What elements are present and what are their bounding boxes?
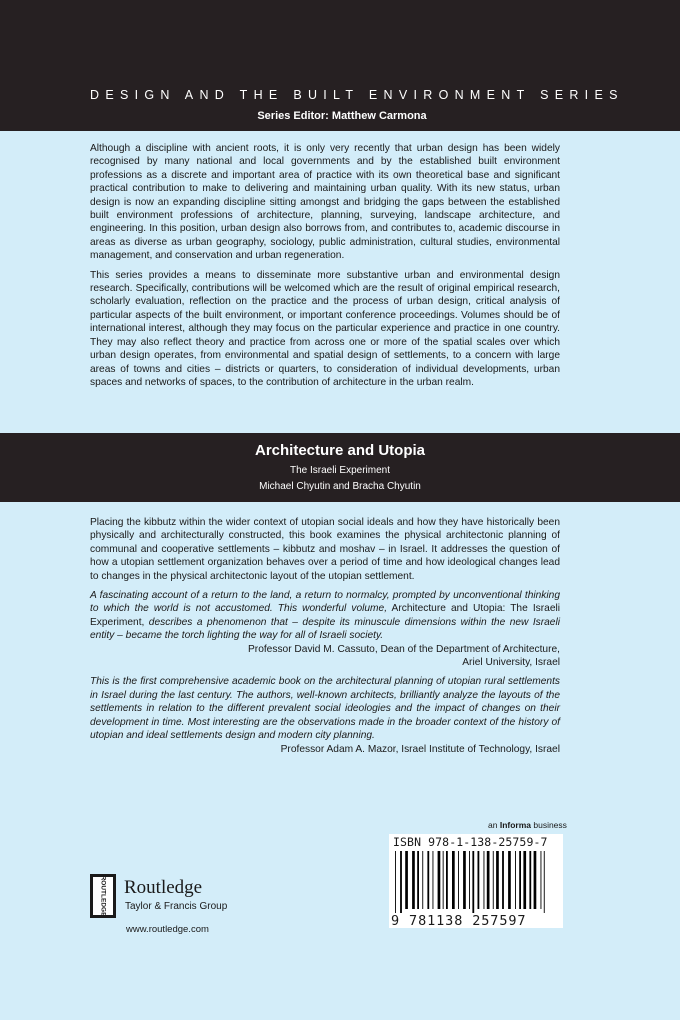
barcode-bar [422,851,423,909]
barcode-bar [433,851,434,909]
barcode-bar [400,851,402,913]
barcode-bar [417,851,419,909]
isbn-barcode [389,834,563,928]
informa-tagline: an Informa business [488,820,567,830]
routledge-logo-icon [90,874,116,918]
barcode-bar [541,851,542,909]
review-attribution-1-affiliation: Ariel University, Israel [462,657,560,669]
review-attribution-2: Professor Adam A. Mazor, Israel Institute of Technology, Israel [280,743,560,755]
quote-text: A fascinating account of a return to the land, a return to normalcy, prompted by unconventional thinking to which the world is not accustomed. This wonderful volume, [90,590,560,615]
barcode-bar [405,851,408,909]
barcode-bar [438,851,441,909]
barcode-bar [519,851,521,909]
barcode-bar [487,851,490,909]
barcode-bar [452,851,455,909]
publisher-group: Taylor & Francis Group [125,901,228,912]
barcode-bar [443,851,444,909]
barcode-bar [446,851,448,909]
barcode-bar [544,851,545,913]
review-quote-2: This is the first comprehensive academic book on the architectural planning of utopian rural settlements in Israel during the last century. The authors, well-known architects, brilliantly analyze the layouts of the settlements in relation to the different prevalent social ideologies and the impact of changes on their development in time. Most interesting are the observations made in the broader context of the history of utopian and ideal settlements design and modern city planning. [90,676,560,742]
barcode-bar [458,851,459,909]
barcode-bar [508,851,511,909]
review-quote-1 [90,589,560,643]
barcode-bar [515,851,516,909]
barcode-bar [484,851,485,909]
informa-brand: Informa [499,820,531,830]
book-title: Architecture and Utopia [254,442,426,459]
barcode-bar [502,851,504,909]
series-title: DESIGN AND THE BUILT ENVIRONMENT SERIES [90,88,624,102]
barcode-bars [393,851,559,913]
barcode-bar [493,851,494,909]
barcode-bar [534,851,537,909]
quote-book-reference: Architecture and Utopia: The Israeli Experiment, [90,603,561,628]
review-attribution-1: Professor David M. Cassuto, Dean of the Department of Architecture, [248,643,560,655]
barcode-bar [469,851,470,909]
series-header-band [0,0,680,131]
logo-wordmark: ROUTLEDGE [99,875,107,917]
series-editor: Series Editor: Matthew Carmona [257,110,427,122]
barcode-digits: 9 781138 257597 [391,913,527,929]
book-description: Placing the kibbutz within the wider context of utopian social ideals and how they have historically been physically and architecturally constructed, this book examines the physical architectonic planning of communal and cooperative settlements – kibbutz and moshav – in Israel. It addresses the question of how a utopian settlement organization behaves over a period of time and how ideological changes lead to changes in the physical architectonic layout of the utopian settlement. [90,517,560,582]
barcode-bar [478,851,480,909]
publisher-name: Routledge [124,877,203,898]
barcode-bar [412,851,415,909]
book-title-band [0,433,680,502]
series-description [90,142,560,395]
series-paragraph: Although a discipline with ancient roots, it is only very recently that urban design has been widely recognised by many national and local governments and by the established built environment professions as a discrete and important area of practice with its own theoretical base and significant practical contribution to make to delivering and maintaining urban quality. With its new status, urban design is now an expanding discipline sitting amongst and bridging the gaps between the established built environment professions of architecture, planning, surveying, landscape architecture, and engineering. In this position, urban design also borrows from, and contributes to, academic discourse in areas as diverse as urban geography, sociology, public administration, cultural studies, environmental management, and conservation and urban regeneration. [90,143,560,262]
book-description-block [90,516,560,756]
barcode-bar [395,851,396,913]
publisher-url[interactable]: www.routledge.com [126,924,209,935]
book-authors: Michael Chyutin and Bracha Chyutin [259,481,421,492]
barcode-bar [529,851,531,909]
barcode-bar [472,851,474,913]
barcode-bar [523,851,526,909]
barcode-bar [427,851,429,909]
quote-text: describes a phenomenon that – despite its minuscule dimensions within the new Israeli entity – became the torch lighting the way for all of Israeli society. [90,616,560,642]
barcode-bar [463,851,466,909]
barcode-bar [496,851,499,909]
isbn-label: ISBN 978-1-138-25759-7 [393,835,548,849]
book-subtitle: The Israeli Experiment [289,465,391,476]
series-paragraph: This series provides a means to disseminate more substantive urban and environmental design research. Specifically, contributions will be welcomed which are the result of original empirical research, scholarly evaluation, reflection on the practice and the process of urban design, critical analysis of particular aspects of the built environment, or important conference proceedings. Volumes should be of international interest, although they may focus on the particular experience and practice in one country. They may also reflect theory and practice from across one or more of the spatial scales over which urban design operates, from environmental and spatial design of settlements, to a concern with large areas of towns and cities – districts or quarters, to consideration of individual developments, urban spaces and networks of spaces, to the contribution of architecture in the urban realm. [90,269,560,388]
